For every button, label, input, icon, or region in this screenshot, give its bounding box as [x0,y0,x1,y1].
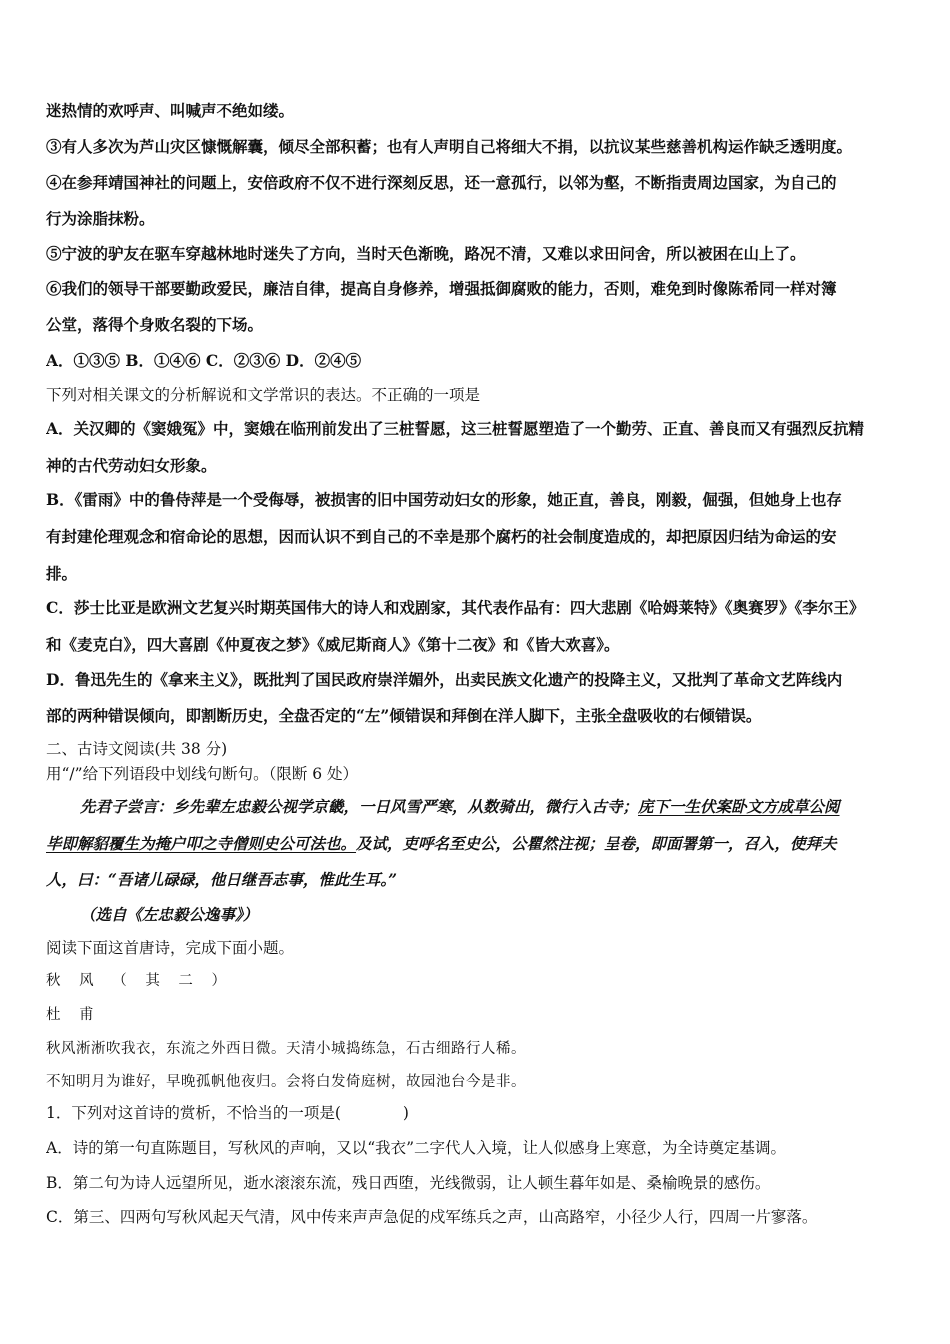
text-line: 公堂，落得个身败名裂的下场。 [46,315,264,334]
answer-option-a: A．关汉卿的《窦娥冤》中，窦娥在临刑前发出了三桩誓愿，这三桩誓愿塑造了一个勤劳、正直、善良而又有强烈反抗精 [46,419,865,438]
passage-text: 及试，吏呼名至史公，公瞿然注视；呈卷，即面署第一，召入，使拜夫 [356,834,837,853]
text-line: 神的古代劳动妇女形象。 [46,456,217,475]
answer-option-b: B．《雷雨》中的鲁侍萍是一个受侮辱，被损害的旧中国劳动妇女的形象，她正直，善良，刚毅，倔强，但她身上也存 [46,490,842,509]
answer-option-d: D．鲁迅先生的《拿来主义》，既批判了国民政府崇洋媚外，出卖民族文化遗产的投降主义，又批判了革命文艺阵线内 [46,670,843,689]
poem-line: 不知明月为谁好，早晚孤帆他夜归。会将白发倚庭树，故园池台今是非。 [46,1074,526,1090]
question-stem: 阅读下面这首唐诗，完成下面小题。 [46,939,295,957]
option-item: ④在参拜靖国神社的问题上，安倍政府不仅不进行深刻反思，还一意孤行，以邻为壑，不断指责周边国家，为自己的 [46,173,837,192]
question-stem: 1．下列对这首诗的赏析，不恰当的一项是( ) [46,1104,409,1122]
option-item: ⑥我们的领导干部要勤政爱民，廉洁自律，提高自身修养，增强抵御腐败的能力，否则，难免到时像陈希同一样对簿 [46,279,837,298]
passage-line: 人，曰：“吾诸儿碌碌，他日继吾志事，惟此生耳。” [46,870,398,889]
underlined-sentence: 庑下一生伏案卧文方成草公阅 [638,797,840,816]
question-stem: 下列对相关课文的分析解说和文学常识的表达。不正确的一项是 [46,386,481,404]
passage-line [80,796,916,818]
text-line: 排。 [46,564,78,583]
text-line: 部的两种错误倾向，即割断历史，全盘否定的“左”倾错误和拜倒在洋人脚下，主张全盘吸收的右倾错误。 [46,706,762,725]
underlined-sentence: 毕即解貂覆生为掩户叩之寺僧则史公可法也。 [46,834,357,853]
source-note: （选自《左忠毅公逸事》） [80,905,259,924]
question-stem: 用“/”给下列语段中划线句断句。（限断 6 处） [46,765,359,783]
poem-author: 杜 甫 [46,1007,101,1023]
text-line: 行为涂脂抹粉。 [46,209,155,228]
section-heading: 二、古诗文阅读(共 38 分) [46,740,228,758]
option-item: ⑤宁波的驴友在驱车穿越林地时迷失了方向，当时天色渐晚，路况不清，又难以求田问舍，所以被困在山上了。 [46,244,806,263]
answer-choices: A．①③⑤ B．①④⑥ C．②③⑥ D．②④⑤ [46,351,362,370]
poem-line: 秋风淅淅吹我衣，东流之外西日微。天清小城捣练急，石古细路行人稀。 [46,1041,526,1057]
text-line: 有封建伦理观念和宿命论的思想，因而认识不到自己的不幸是那个腐朽的社会制度造成的，却把原因归结为命运的安 [46,527,837,546]
answer-option-b: B．第二句为诗人远望所见，逝水滚滚东流，残日西堕，光线微弱，让人顿生暮年如是、桑榆晚景的感伤。 [46,1174,771,1192]
poem-title: 秋 风 （ 其 二 ） [46,973,234,989]
text-line: 和《麦克白》，四大喜剧《仲夏夜之梦》《威尼斯商人》《第十二夜》和《皆大欢喜》。 [46,635,620,654]
passage-line [46,833,916,855]
passage-text: 先君子尝言：乡先辈左忠毅公视学京畿，一日风雪严寒，从数骑出，微行入古寺； [80,797,639,816]
answer-option-c: C．第三、四两句写秋风起天气清，风中传来声声急促的戍军练兵之声，山高路窄，小径少人行，四周一片寥落。 [46,1208,818,1226]
answer-option-c: C．莎士比亚是欧洲文艺复兴时期英国伟大的诗人和戏剧家，其代表作品有：四大悲剧《哈姆莱特》《奥赛罗》《李尔王》 [46,598,865,617]
answer-option-a: A．诗的第一句直陈题目，写秋风的声响，又以“我衣”二字代人入境，让人似感身上寒意，为全诗奠定基调。 [46,1139,787,1157]
text-line: 迷热情的欢呼声、叫喊声不绝如缕。 [46,101,295,120]
option-item: ③有人多次为芦山灾区慷慨解囊，倾尽全部积蓄；也有人声明自己将细大不捐，以抗议某些慈善机构运作缺乏透明度。 [46,137,853,156]
